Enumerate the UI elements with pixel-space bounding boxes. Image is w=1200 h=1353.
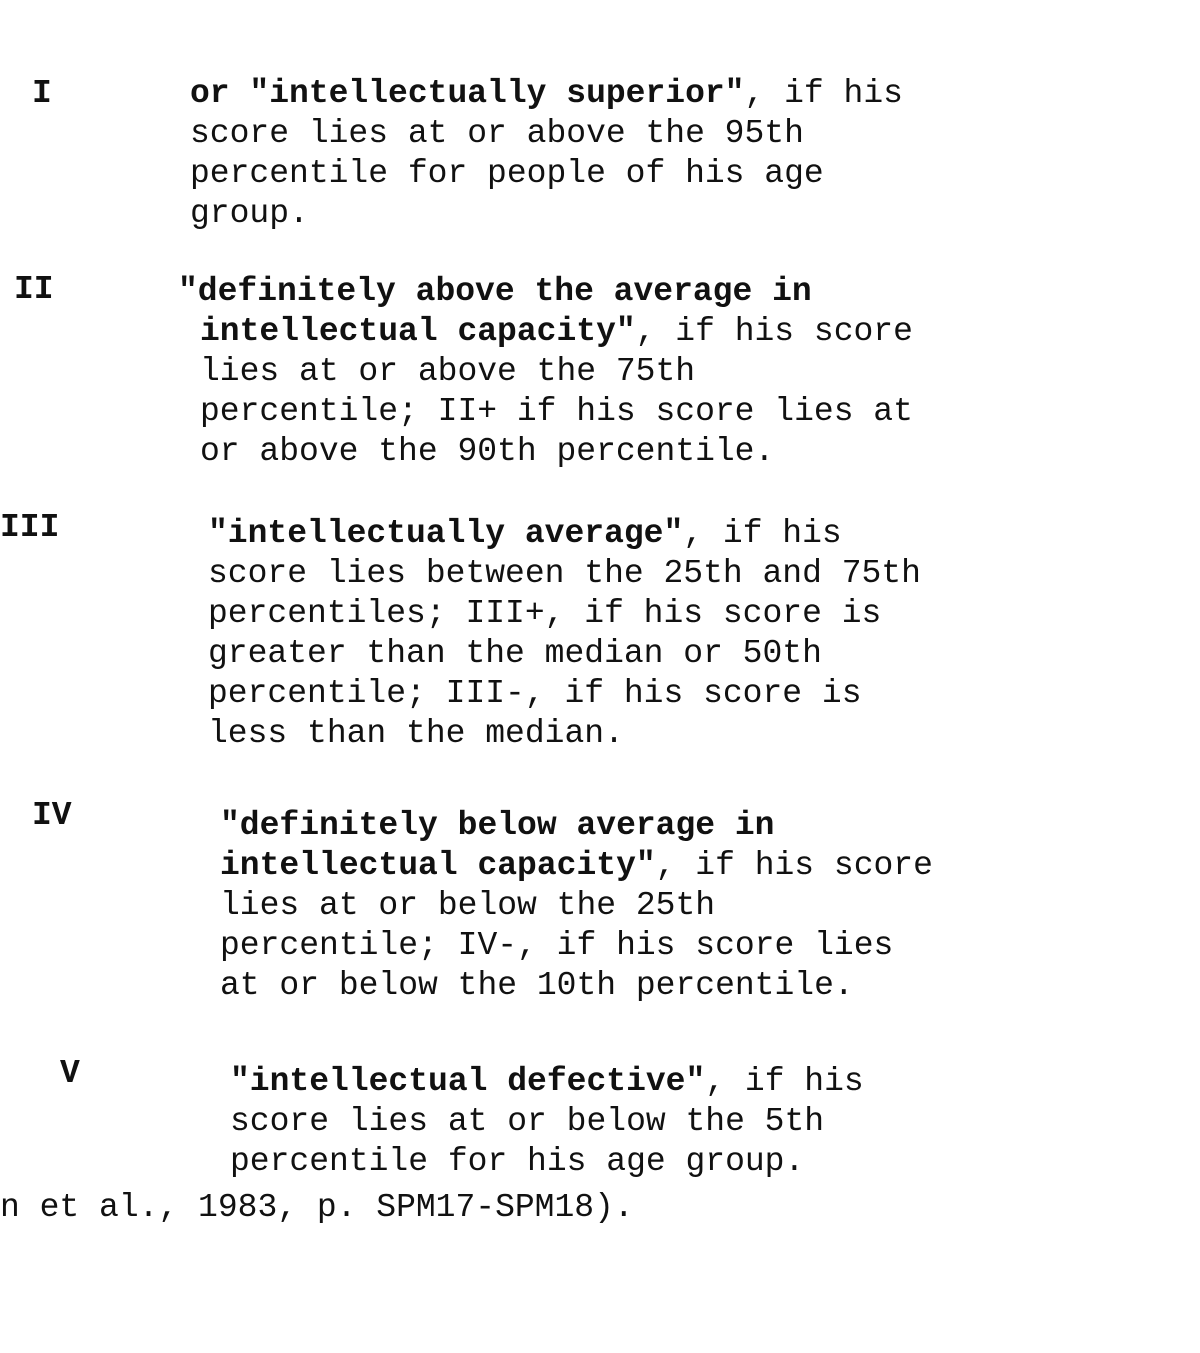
description-line: percentile; II+ if his score lies at [200,393,913,430]
citation: n et al., 1983, p. SPM17-SPM18). [0,1189,634,1226]
grade-description-iv [220,806,933,1006]
grade-description-v [230,1062,864,1182]
description-line: group. [190,195,309,232]
description-line: "intellectually average", if his [208,515,842,552]
grade-label-v: V [60,1055,80,1092]
description-line: lies at or below the 25th [220,887,716,924]
description-line: percentile; IV-, if his score lies [220,927,894,964]
description-line: score lies at or above the 95th [190,115,804,152]
description-line: "definitely below average in [220,807,775,844]
description-line: percentiles; III+, if his score is [208,595,882,632]
description-line: score lies between the 25th and 75th [208,555,921,592]
description-line: greater than the median or 50th [208,635,822,672]
grade-description-ii [178,272,913,472]
description-line: lies at or above the 75th [200,353,696,390]
grade-label-iv: IV [32,797,72,834]
description-line: at or below the 10th percentile. [220,967,854,1004]
description-line: percentile for his age group. [230,1143,805,1180]
grade-label-iii: III [0,509,60,546]
description-line: less than the median. [208,715,624,752]
description-line: or above the 90th percentile. [200,433,775,470]
description-line: percentile; III-, if his score is [208,675,862,712]
grade-label-ii: II [14,271,54,308]
description-line: "intellectual defective", if his [230,1063,864,1100]
description-line: "definitely above the average in [178,273,812,310]
description-line: score lies at or below the 5th [230,1103,825,1140]
description-line: percentile for people of his age [190,155,824,192]
grade-description-i [190,74,903,234]
grade-label-i: I [32,75,52,112]
grade-description-iii [208,514,921,754]
description-line: intellectual capacity", if his score [220,847,933,884]
description-line: intellectual capacity", if his score [200,313,913,350]
description-line: or "intellectually superior", if his [190,75,903,112]
